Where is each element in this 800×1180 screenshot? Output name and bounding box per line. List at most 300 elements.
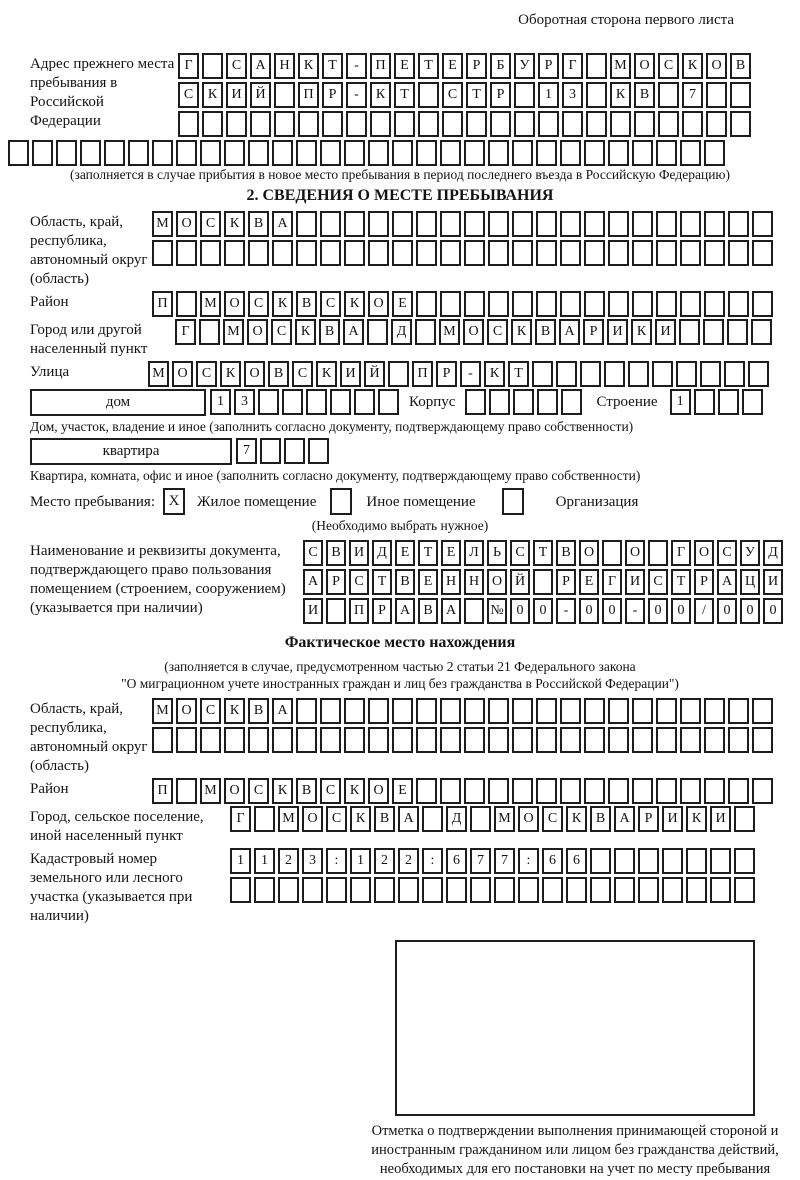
grid-cell[interactable]	[686, 877, 707, 903]
grid-cell[interactable]	[514, 82, 535, 108]
grid-cell[interactable]: 0	[579, 598, 599, 624]
grid-cell[interactable]: В	[590, 806, 611, 832]
grid-cell[interactable]: С	[487, 319, 508, 345]
grid-cell[interactable]	[751, 319, 772, 345]
grid-cell[interactable]	[752, 698, 773, 724]
grid-cell[interactable]	[679, 319, 700, 345]
grid-cell[interactable]	[368, 240, 389, 266]
grid-cell[interactable]: 0	[510, 598, 530, 624]
grid-cell[interactable]	[652, 361, 673, 387]
grid-cell[interactable]	[378, 389, 399, 415]
grid-cell[interactable]	[152, 727, 173, 753]
grid-cell[interactable]	[560, 727, 581, 753]
grid-cell[interactable]: 0	[763, 598, 783, 624]
grid-cell[interactable]	[514, 111, 535, 137]
grid-cell[interactable]: И	[763, 569, 783, 595]
grid-cell[interactable]	[704, 240, 725, 266]
grid-cell[interactable]	[199, 319, 220, 345]
grid-cell[interactable]	[422, 877, 443, 903]
grid-cell[interactable]	[728, 698, 749, 724]
grid-cell[interactable]	[560, 698, 581, 724]
grid-cell[interactable]	[724, 361, 745, 387]
grid-cell[interactable]: М	[278, 806, 299, 832]
grid-cell[interactable]: П	[349, 598, 369, 624]
grid-cell[interactable]: К	[344, 778, 365, 804]
grid-cell[interactable]	[104, 140, 125, 166]
grid-cell[interactable]	[608, 778, 629, 804]
grid-cell[interactable]: Е	[441, 540, 461, 566]
grid-cell[interactable]	[254, 806, 275, 832]
grid-cell[interactable]	[392, 240, 413, 266]
grid-cell[interactable]	[326, 877, 347, 903]
grid-cell[interactable]: :	[326, 848, 347, 874]
grid-cell[interactable]	[440, 240, 461, 266]
grid-cell[interactable]	[56, 140, 77, 166]
grid-cell[interactable]	[320, 698, 341, 724]
grid-cell[interactable]: 0	[648, 598, 668, 624]
grid-cell[interactable]	[586, 111, 607, 137]
grid-cell[interactable]	[488, 240, 509, 266]
grid-cell[interactable]	[176, 778, 197, 804]
grid-cell[interactable]: О	[518, 806, 539, 832]
grid-cell[interactable]: А	[441, 598, 461, 624]
grid-cell[interactable]: И	[607, 319, 628, 345]
grid-cell[interactable]	[488, 778, 509, 804]
grid-cell[interactable]	[224, 140, 245, 166]
grid-cell[interactable]: О	[244, 361, 265, 387]
grid-cell[interactable]: 1	[210, 389, 231, 415]
grid-cell[interactable]: С	[442, 82, 463, 108]
grid-cell[interactable]	[418, 82, 439, 108]
grid-cell[interactable]: О	[368, 291, 389, 317]
grid-cell[interactable]: С	[320, 778, 341, 804]
grid-cell[interactable]: С	[542, 806, 563, 832]
grid-cell[interactable]	[710, 877, 731, 903]
grid-cell[interactable]	[464, 140, 485, 166]
grid-cell[interactable]	[488, 140, 509, 166]
grid-cell[interactable]	[464, 211, 485, 237]
grid-cell[interactable]: М	[223, 319, 244, 345]
grid-cell[interactable]	[656, 240, 677, 266]
grid-cell[interactable]: В	[296, 778, 317, 804]
grid-cell[interactable]	[446, 877, 467, 903]
grid-cell[interactable]: М	[152, 698, 173, 724]
grid-cell[interactable]: К	[686, 806, 707, 832]
grid-cell[interactable]	[752, 291, 773, 317]
grid-cell[interactable]: 2	[374, 848, 395, 874]
grid-cell[interactable]: Р	[694, 569, 714, 595]
grid-cell[interactable]: В	[268, 361, 289, 387]
grid-cell[interactable]: С	[196, 361, 217, 387]
grid-cell[interactable]	[538, 111, 559, 137]
grid-cell[interactable]	[326, 598, 346, 624]
grid-cell[interactable]	[368, 211, 389, 237]
grid-cell[interactable]	[440, 291, 461, 317]
grid-cell[interactable]: 0	[671, 598, 691, 624]
grid-cell[interactable]: П	[412, 361, 433, 387]
grid-cell[interactable]: А	[614, 806, 635, 832]
grid-cell[interactable]	[632, 291, 653, 317]
grid-cell[interactable]: Е	[395, 540, 415, 566]
grid-cell[interactable]: 6	[446, 848, 467, 874]
grid-cell[interactable]	[608, 727, 629, 753]
grid-cell[interactable]	[488, 698, 509, 724]
grid-cell[interactable]	[282, 389, 303, 415]
grid-cell[interactable]: С	[320, 291, 341, 317]
grid-cell[interactable]: Н	[274, 53, 295, 79]
grid-cell[interactable]	[658, 111, 679, 137]
grid-cell[interactable]: К	[350, 806, 371, 832]
grid-cell[interactable]	[608, 291, 629, 317]
grid-cell[interactable]: Т	[372, 569, 392, 595]
grid-cell[interactable]	[466, 111, 487, 137]
grid-cell[interactable]: Н	[464, 569, 484, 595]
grid-cell[interactable]	[152, 240, 173, 266]
grid-cell[interactable]: С	[200, 698, 221, 724]
grid-cell[interactable]: А	[303, 569, 323, 595]
grid-cell[interactable]	[440, 140, 461, 166]
grid-cell[interactable]	[392, 727, 413, 753]
grid-cell[interactable]: О	[176, 698, 197, 724]
grid-cell[interactable]: В	[395, 569, 415, 595]
grid-cell[interactable]	[728, 727, 749, 753]
grid-cell[interactable]	[536, 727, 557, 753]
grid-cell[interactable]: 2	[278, 848, 299, 874]
grid-cell[interactable]	[584, 698, 605, 724]
grid-cell[interactable]	[614, 877, 635, 903]
grid-cell[interactable]: И	[349, 540, 369, 566]
grid-cell[interactable]	[632, 727, 653, 753]
grid-cell[interactable]	[422, 806, 443, 832]
grid-cell[interactable]: -	[460, 361, 481, 387]
grid-cell[interactable]: С	[510, 540, 530, 566]
grid-cell[interactable]	[608, 140, 629, 166]
grid-cell[interactable]	[748, 361, 769, 387]
grid-cell[interactable]	[392, 140, 413, 166]
grid-cell[interactable]	[586, 53, 607, 79]
grid-cell[interactable]	[398, 877, 419, 903]
grid-cell[interactable]: П	[152, 291, 173, 317]
grid-cell[interactable]: С	[292, 361, 313, 387]
grid-cell[interactable]: Д	[446, 806, 467, 832]
grid-cell[interactable]: П	[298, 82, 319, 108]
grid-cell[interactable]: К	[682, 53, 703, 79]
grid-cell[interactable]	[416, 778, 437, 804]
grid-cell[interactable]: К	[298, 53, 319, 79]
grid-cell[interactable]: К	[272, 291, 293, 317]
grid-cell[interactable]	[734, 806, 755, 832]
grid-cell[interactable]	[368, 698, 389, 724]
grid-cell[interactable]	[710, 848, 731, 874]
grid-cell[interactable]	[704, 778, 725, 804]
grid-cell[interactable]: С	[658, 53, 679, 79]
grid-cell[interactable]	[200, 240, 221, 266]
grid-cell[interactable]	[415, 319, 436, 345]
grid-cell[interactable]	[704, 727, 725, 753]
grid-cell[interactable]	[176, 240, 197, 266]
grid-cell[interactable]: У	[514, 53, 535, 79]
grid-cell[interactable]	[608, 698, 629, 724]
grid-cell[interactable]	[676, 361, 697, 387]
grid-cell[interactable]: С	[178, 82, 199, 108]
grid-cell[interactable]: 0	[533, 598, 553, 624]
grid-cell[interactable]	[464, 727, 485, 753]
grid-cell[interactable]	[742, 389, 763, 415]
grid-cell[interactable]	[536, 778, 557, 804]
grid-cell[interactable]	[656, 778, 677, 804]
grid-cell[interactable]: В	[535, 319, 556, 345]
grid-cell[interactable]: К	[316, 361, 337, 387]
grid-cell[interactable]	[392, 211, 413, 237]
grid-cell[interactable]	[490, 111, 511, 137]
grid-cell[interactable]	[416, 240, 437, 266]
grid-cell[interactable]	[752, 727, 773, 753]
grid-cell[interactable]: С	[303, 540, 323, 566]
grid-cell[interactable]	[560, 778, 581, 804]
grid-cell[interactable]	[202, 53, 223, 79]
grid-cell[interactable]: К	[224, 211, 245, 237]
grid-cell[interactable]: П	[152, 778, 173, 804]
grid-cell[interactable]	[296, 140, 317, 166]
grid-cell[interactable]	[8, 140, 29, 166]
grid-cell[interactable]: Л	[464, 540, 484, 566]
grid-cell[interactable]	[680, 240, 701, 266]
grid-cell[interactable]	[330, 389, 351, 415]
grid-cell[interactable]	[536, 211, 557, 237]
grid-cell[interactable]	[322, 111, 343, 137]
grid-cell[interactable]	[488, 727, 509, 753]
grid-cell[interactable]: С	[248, 778, 269, 804]
grid-cell[interactable]: М	[200, 778, 221, 804]
grid-cell[interactable]	[632, 211, 653, 237]
grid-cell[interactable]: Б	[490, 53, 511, 79]
grid-cell[interactable]	[680, 778, 701, 804]
grid-cell[interactable]: 1	[254, 848, 275, 874]
grid-cell[interactable]: А	[250, 53, 271, 79]
grid-cell[interactable]: 1	[350, 848, 371, 874]
grid-cell[interactable]: О	[625, 540, 645, 566]
grid-cell[interactable]	[296, 240, 317, 266]
grid-cell[interactable]	[632, 140, 653, 166]
grid-cell[interactable]	[470, 877, 491, 903]
grid-cell[interactable]: 7	[470, 848, 491, 874]
grid-cell[interactable]: К	[566, 806, 587, 832]
grid-cell[interactable]	[580, 361, 601, 387]
grid-cell[interactable]: Е	[418, 569, 438, 595]
grid-cell[interactable]	[512, 211, 533, 237]
grid-cell[interactable]: №	[487, 598, 507, 624]
grid-cell[interactable]	[440, 727, 461, 753]
grid-cell[interactable]: К	[511, 319, 532, 345]
grid-cell[interactable]	[536, 240, 557, 266]
grid-cell[interactable]	[440, 778, 461, 804]
grid-cell[interactable]	[302, 877, 323, 903]
grid-cell[interactable]: В	[248, 211, 269, 237]
grid-cell[interactable]	[260, 438, 281, 464]
grid-cell[interactable]	[706, 82, 727, 108]
grid-cell[interactable]	[367, 319, 388, 345]
grid-cell[interactable]: Р	[322, 82, 343, 108]
grid-cell[interactable]	[306, 389, 327, 415]
grid-cell[interactable]	[512, 727, 533, 753]
grid-cell[interactable]	[152, 140, 173, 166]
grid-cell[interactable]	[354, 389, 375, 415]
grid-cell[interactable]	[200, 727, 221, 753]
grid-cell[interactable]: Т	[394, 82, 415, 108]
grid-cell[interactable]: Е	[442, 53, 463, 79]
grid-cell[interactable]: А	[395, 598, 415, 624]
grid-cell[interactable]	[464, 778, 485, 804]
grid-cell[interactable]	[632, 240, 653, 266]
grid-cell[interactable]	[728, 291, 749, 317]
grid-cell[interactable]	[344, 240, 365, 266]
grid-cell[interactable]: 6	[566, 848, 587, 874]
grid-cell[interactable]	[706, 111, 727, 137]
grid-cell[interactable]: И	[303, 598, 323, 624]
grid-cell[interactable]	[512, 698, 533, 724]
grid-cell[interactable]	[560, 140, 581, 166]
grid-cell[interactable]: Р	[436, 361, 457, 387]
grid-cell[interactable]	[202, 111, 223, 137]
grid-cell[interactable]	[513, 389, 534, 415]
grid-cell[interactable]	[561, 389, 582, 415]
grid-cell[interactable]: А	[398, 806, 419, 832]
checkbox-organization[interactable]	[502, 488, 524, 515]
grid-cell[interactable]: С	[200, 211, 221, 237]
grid-cell[interactable]	[560, 291, 581, 317]
grid-cell[interactable]	[662, 848, 683, 874]
grid-cell[interactable]	[638, 848, 659, 874]
grid-cell[interactable]	[368, 727, 389, 753]
grid-cell[interactable]: :	[518, 848, 539, 874]
grid-cell[interactable]	[752, 211, 773, 237]
grid-cell[interactable]	[80, 140, 101, 166]
grid-cell[interactable]: -	[556, 598, 576, 624]
grid-cell[interactable]: 7	[494, 848, 515, 874]
grid-cell[interactable]	[320, 240, 341, 266]
grid-cell[interactable]	[658, 82, 679, 108]
grid-cell[interactable]: 6	[542, 848, 563, 874]
grid-cell[interactable]	[248, 727, 269, 753]
grid-cell[interactable]: :	[422, 848, 443, 874]
grid-cell[interactable]	[248, 140, 269, 166]
grid-cell[interactable]	[632, 778, 653, 804]
grid-cell[interactable]	[258, 389, 279, 415]
grid-cell[interactable]	[718, 389, 739, 415]
grid-cell[interactable]	[648, 540, 668, 566]
grid-cell[interactable]: И	[662, 806, 683, 832]
grid-cell[interactable]	[662, 877, 683, 903]
grid-cell[interactable]	[704, 291, 725, 317]
grid-cell[interactable]: С	[326, 806, 347, 832]
grid-cell[interactable]: Т	[418, 540, 438, 566]
grid-cell[interactable]	[320, 211, 341, 237]
grid-cell[interactable]: -	[346, 53, 367, 79]
grid-cell[interactable]	[532, 361, 553, 387]
grid-cell[interactable]	[370, 111, 391, 137]
grid-cell[interactable]	[488, 291, 509, 317]
grid-cell[interactable]: Е	[392, 291, 413, 317]
grid-cell[interactable]	[416, 727, 437, 753]
grid-cell[interactable]	[308, 438, 329, 464]
grid-cell[interactable]: Р	[466, 53, 487, 79]
grid-cell[interactable]: С	[271, 319, 292, 345]
grid-cell[interactable]	[274, 111, 295, 137]
grid-cell[interactable]: 0	[740, 598, 760, 624]
grid-cell[interactable]: Т	[466, 82, 487, 108]
grid-cell[interactable]: И	[710, 806, 731, 832]
grid-cell[interactable]	[656, 140, 677, 166]
grid-cell[interactable]	[128, 140, 149, 166]
grid-cell[interactable]	[464, 240, 485, 266]
grid-cell[interactable]	[586, 82, 607, 108]
grid-cell[interactable]: О	[302, 806, 323, 832]
grid-cell[interactable]: В	[418, 598, 438, 624]
grid-cell[interactable]	[656, 727, 677, 753]
grid-cell[interactable]	[465, 389, 486, 415]
grid-cell[interactable]: Р	[538, 53, 559, 79]
grid-cell[interactable]: Р	[372, 598, 392, 624]
grid-cell[interactable]	[584, 240, 605, 266]
grid-cell[interactable]	[734, 848, 755, 874]
grid-cell[interactable]	[562, 111, 583, 137]
grid-cell[interactable]: 0	[602, 598, 622, 624]
grid-cell[interactable]: М	[494, 806, 515, 832]
grid-cell[interactable]: Ь	[487, 540, 507, 566]
grid-cell[interactable]: Р	[490, 82, 511, 108]
grid-cell[interactable]	[700, 361, 721, 387]
grid-cell[interactable]	[394, 111, 415, 137]
grid-cell[interactable]	[614, 848, 635, 874]
grid-cell[interactable]	[560, 211, 581, 237]
grid-cell[interactable]: Г	[230, 806, 251, 832]
grid-cell[interactable]: 0	[717, 598, 737, 624]
grid-cell[interactable]	[730, 82, 751, 108]
grid-cell[interactable]: А	[559, 319, 580, 345]
grid-cell[interactable]	[176, 727, 197, 753]
grid-cell[interactable]: Й	[250, 82, 271, 108]
grid-cell[interactable]	[704, 140, 725, 166]
grid-cell[interactable]: Р	[583, 319, 604, 345]
grid-cell[interactable]	[416, 291, 437, 317]
grid-cell[interactable]: О	[224, 291, 245, 317]
grid-cell[interactable]: К	[484, 361, 505, 387]
grid-cell[interactable]: Г	[562, 53, 583, 79]
grid-cell[interactable]	[494, 877, 515, 903]
grid-cell[interactable]: 3	[562, 82, 583, 108]
grid-cell[interactable]	[350, 877, 371, 903]
grid-cell[interactable]: 3	[302, 848, 323, 874]
grid-cell[interactable]: Р	[638, 806, 659, 832]
grid-cell[interactable]	[656, 291, 677, 317]
grid-cell[interactable]: О	[694, 540, 714, 566]
grid-cell[interactable]: 1	[538, 82, 559, 108]
grid-cell[interactable]	[368, 140, 389, 166]
grid-cell[interactable]	[392, 698, 413, 724]
grid-cell[interactable]: В	[319, 319, 340, 345]
grid-cell[interactable]	[584, 727, 605, 753]
grid-cell[interactable]	[248, 240, 269, 266]
grid-cell[interactable]	[584, 291, 605, 317]
grid-cell[interactable]	[416, 698, 437, 724]
grid-cell[interactable]	[464, 291, 485, 317]
grid-cell[interactable]	[416, 211, 437, 237]
grid-cell[interactable]	[566, 877, 587, 903]
grid-cell[interactable]: В	[556, 540, 576, 566]
grid-cell[interactable]	[250, 111, 271, 137]
grid-cell[interactable]: Р	[326, 569, 346, 595]
grid-cell[interactable]	[416, 140, 437, 166]
